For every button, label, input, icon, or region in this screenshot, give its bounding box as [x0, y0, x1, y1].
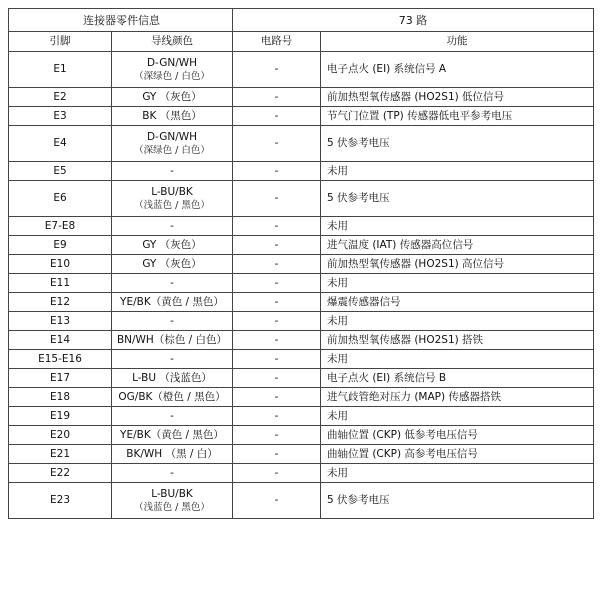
table-row: [9, 126, 594, 162]
circuit-number-cell: -: [233, 236, 321, 255]
column-header-row: [9, 32, 594, 52]
wire-color-cell: [112, 407, 233, 426]
function-cell: 前加热型氧传感器 (HO2S1) 搭铁: [321, 331, 594, 350]
wire-color-code: L-BU （浅蓝色）: [132, 371, 212, 384]
function-cell: 未用: [321, 162, 594, 181]
circuit-number-cell: -: [233, 52, 321, 88]
table-body: [9, 52, 594, 519]
wire-color-code: D-GN/WH: [146, 56, 198, 69]
table-row: [9, 293, 594, 312]
wire-color-cell: [112, 274, 233, 293]
table-row: [9, 312, 594, 331]
table-row: [9, 88, 594, 107]
pin-cell: E14: [9, 331, 112, 350]
circuit-number-cell: -: [233, 162, 321, 181]
wire-color-cell: [112, 52, 233, 88]
wire-color-cell: [112, 369, 233, 388]
wire-color-cell: [112, 88, 233, 107]
wire-color-code: L-BU/BK: [151, 185, 193, 198]
pin-cell: E22: [9, 464, 112, 483]
circuit-number-cell: -: [233, 88, 321, 107]
wire-color-code: D-GN/WH: [146, 130, 198, 143]
table-row: [9, 445, 594, 464]
table-row: [9, 407, 594, 426]
function-cell: 前加热型氧传感器 (HO2S1) 低位信号: [321, 88, 594, 107]
wire-color-code: GY （灰色）: [142, 257, 202, 270]
table-row: [9, 388, 594, 407]
function-cell: 5 伏参考电压: [321, 181, 594, 217]
wire-color-code: BN/WH（棕色 / 白色）: [116, 333, 228, 346]
wire-color-cell: [112, 312, 233, 331]
table-row: [9, 255, 594, 274]
pin-cell: E20: [9, 426, 112, 445]
function-cell: 未用: [321, 407, 594, 426]
pin-cell: E9: [9, 236, 112, 255]
function-cell: 5 伏参考电压: [321, 483, 594, 519]
wire-color-code: -: [170, 352, 174, 365]
circuit-number-cell: -: [233, 293, 321, 312]
circuit-number-cell: -: [233, 107, 321, 126]
function-cell: 节气门位置 (TP) 传感器低电平参考电压: [321, 107, 594, 126]
pin-cell: E5: [9, 162, 112, 181]
wire-color-description: （深绿色 / 白色）: [134, 70, 210, 82]
wire-color-cell: [112, 236, 233, 255]
wire-color-cell: [112, 331, 233, 350]
wire-color-code: -: [170, 276, 174, 289]
wire-color-cell: [112, 483, 233, 519]
connector-name-heading: 73 路: [233, 9, 594, 32]
function-cell: 电子点火 (EI) 系统信号 B: [321, 369, 594, 388]
pin-cell: E2: [9, 88, 112, 107]
table-title-row: [9, 9, 594, 32]
wire-color-code: -: [170, 219, 174, 232]
wire-color-code: YE/BK（黄色 / 黑色）: [120, 428, 224, 441]
wire-color-code: GY （灰色）: [142, 90, 202, 103]
function-cell: 爆震传感器信号: [321, 293, 594, 312]
circuit-number-cell: -: [233, 181, 321, 217]
circuit-number-cell: -: [233, 274, 321, 293]
circuit-number-cell: -: [233, 312, 321, 331]
function-cell: 未用: [321, 464, 594, 483]
function-cell: 未用: [321, 350, 594, 369]
table-row: [9, 464, 594, 483]
function-cell: 进气歧管绝对压力 (MAP) 传感器搭铁: [321, 388, 594, 407]
pin-cell: E7-E8: [9, 217, 112, 236]
wire-color-code: BK （黑色）: [142, 109, 202, 122]
column-header-pin: 引脚: [9, 32, 112, 52]
table-row: [9, 181, 594, 217]
pin-cell: E21: [9, 445, 112, 464]
table-row: [9, 483, 594, 519]
pin-cell: E19: [9, 407, 112, 426]
pin-cell: E10: [9, 255, 112, 274]
table-row: [9, 107, 594, 126]
circuit-number-cell: -: [233, 426, 321, 445]
component-info-heading: 连接器零件信息: [9, 9, 233, 32]
wire-color-description: （浅蓝色 / 黑色）: [134, 199, 210, 211]
column-header-wire-color: 导线颜色: [112, 32, 233, 52]
table-row: [9, 162, 594, 181]
pin-cell: E15-E16: [9, 350, 112, 369]
wire-color-code: BK/WH （黑 / 白）: [126, 447, 218, 460]
column-header-circuit: 电路号: [233, 32, 321, 52]
function-cell: 5 伏参考电压: [321, 126, 594, 162]
pin-cell: E13: [9, 312, 112, 331]
circuit-number-cell: -: [233, 464, 321, 483]
column-header-function: 功能: [321, 32, 594, 52]
wire-color-cell: [112, 426, 233, 445]
circuit-number-cell: -: [233, 388, 321, 407]
function-cell: 前加热型氧传感器 (HO2S1) 高位信号: [321, 255, 594, 274]
pin-cell: E12: [9, 293, 112, 312]
wire-color-cell: [112, 126, 233, 162]
wire-color-cell: [112, 107, 233, 126]
circuit-number-cell: -: [233, 331, 321, 350]
function-cell: 未用: [321, 274, 594, 293]
table-row: [9, 426, 594, 445]
wire-color-code: -: [170, 164, 174, 177]
wire-color-cell: [112, 255, 233, 274]
table-row: [9, 369, 594, 388]
wire-color-cell: [112, 293, 233, 312]
function-cell: 电子点火 (EI) 系统信号 A: [321, 52, 594, 88]
circuit-number-cell: -: [233, 350, 321, 369]
connector-table-container: [8, 8, 593, 519]
function-cell: 曲轴位置 (CKP) 低参考电压信号: [321, 426, 594, 445]
pin-cell: E11: [9, 274, 112, 293]
function-cell: 未用: [321, 217, 594, 236]
circuit-number-cell: -: [233, 483, 321, 519]
wire-color-code: YE/BK（黄色 / 黑色）: [120, 295, 224, 308]
circuit-number-cell: -: [233, 369, 321, 388]
pin-cell: E17: [9, 369, 112, 388]
pin-cell: E23: [9, 483, 112, 519]
table-row: [9, 350, 594, 369]
circuit-number-cell: -: [233, 126, 321, 162]
pin-cell: E18: [9, 388, 112, 407]
function-cell: 进气温度 (IAT) 传感器高位信号: [321, 236, 594, 255]
table-row: [9, 217, 594, 236]
wire-color-cell: [112, 217, 233, 236]
table-row: [9, 52, 594, 88]
wire-color-description: （浅蓝色 / 黑色）: [134, 501, 210, 513]
table-row: [9, 236, 594, 255]
wire-color-cell: [112, 181, 233, 217]
pin-cell: E4: [9, 126, 112, 162]
pin-cell: E6: [9, 181, 112, 217]
circuit-number-cell: -: [233, 445, 321, 464]
function-cell: 曲轴位置 (CKP) 高参考电压信号: [321, 445, 594, 464]
circuit-number-cell: -: [233, 255, 321, 274]
circuit-number-cell: -: [233, 217, 321, 236]
wire-color-cell: [112, 162, 233, 181]
wire-color-cell: [112, 388, 233, 407]
wire-color-code: L-BU/BK: [151, 487, 193, 500]
wire-color-code: GY （灰色）: [142, 238, 202, 251]
wire-color-code: -: [170, 409, 174, 422]
wire-color-cell: [112, 464, 233, 483]
wire-color-code: -: [170, 314, 174, 327]
wire-color-cell: [112, 445, 233, 464]
wire-color-description: （深绿色 / 白色）: [134, 144, 210, 156]
connector-pinout-table: [8, 8, 594, 519]
table-row: [9, 274, 594, 293]
function-cell: 未用: [321, 312, 594, 331]
wire-color-code: -: [170, 466, 174, 479]
wire-color-cell: [112, 350, 233, 369]
circuit-number-cell: -: [233, 407, 321, 426]
pin-cell: E1: [9, 52, 112, 88]
wire-color-code: OG/BK（橙色 / 黑色）: [118, 390, 226, 403]
table-row: [9, 331, 594, 350]
pin-cell: E3: [9, 107, 112, 126]
